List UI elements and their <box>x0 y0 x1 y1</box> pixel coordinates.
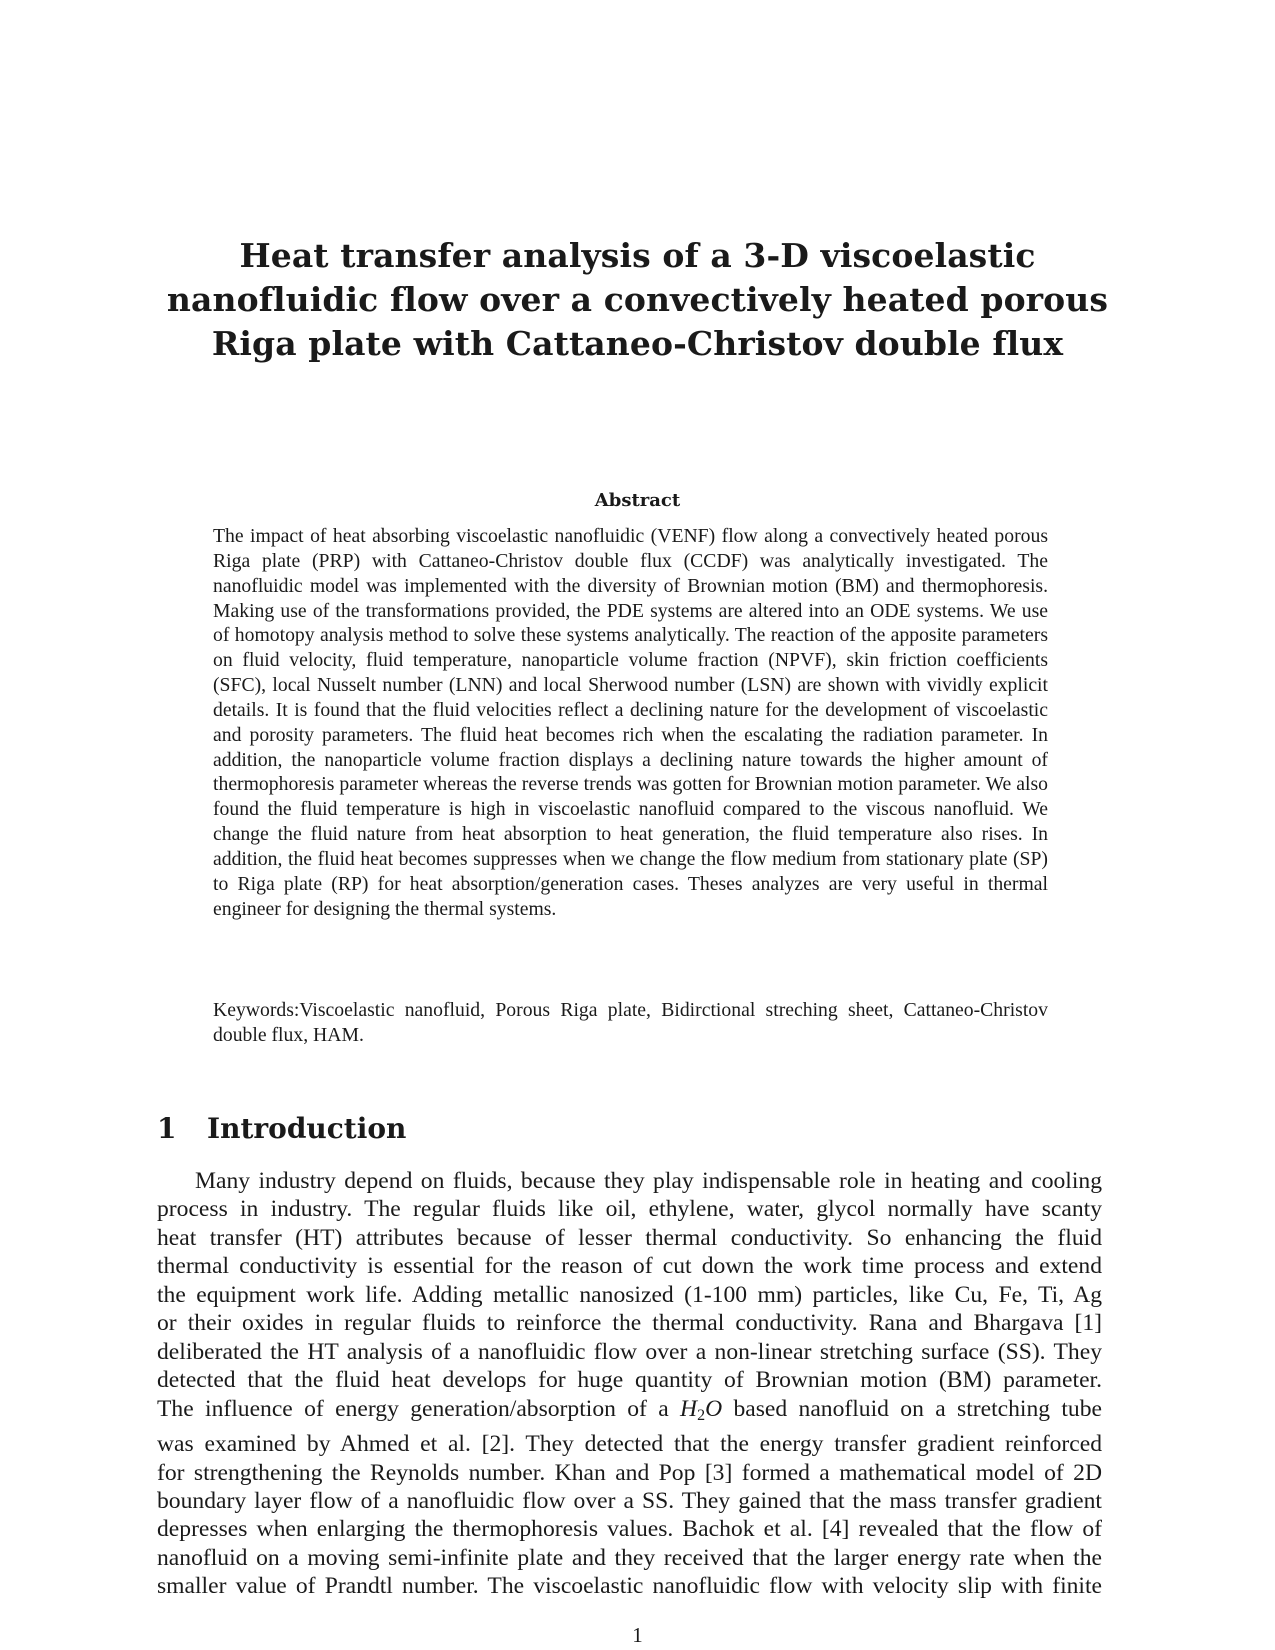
keywords: Keywords:Viscoelastic nanofluid, Porous Riga plate, Bidirctional streching sheet, Cattaneo-Christov double flux, HAM. <box>213 999 1048 1046</box>
section-heading <box>157 1111 1057 1147</box>
paragraph-line: smaller value of Prandtl number. The viscoelastic nanofluidic flow with velocity slip with finite <box>157 1573 1102 1600</box>
title-line: Riga plate with Cattaneo-Christov double flux <box>211 324 1064 363</box>
paper-title <box>150 234 1125 366</box>
math-symbol: H <box>680 1395 698 1422</box>
math-symbol-tail: O <box>705 1395 723 1422</box>
abstract-heading: Abstract <box>594 490 681 511</box>
section-title: Introduction <box>207 1112 407 1145</box>
paragraph-line: or their oxides in regular fluids to reinforce the thermal conductivity. Rana and Bhargava [1] <box>157 1310 1102 1337</box>
section-number: 1 <box>157 1112 177 1145</box>
abstract-text: The impact of heat absorbing viscoelastic nanofluidic (VENF) flow along a convectively heated porous Riga plate (PRP) with Cattaneo-Christov double flux (CCDF) was analytically investigated. The nanofluidic model was implemented with the diversity of Brownian motion (BM) and thermophoresis. Making use of the transformations provided, the PDE systems are altered into an ODE systems. We use of homotopy analysis method to solve these systems analytically. The reaction of the apposite parameters on fluid velocity, fluid temperature, nanoparticle volume fraction (NPVF), skin friction coefficients (SFC), local Nusselt number (LNN) and local Sherwood number (LSN) are shown with vividly explicit details. It is found that the fluid velocities reflect a declining nature for the development of viscoelastic and porosity parameters. The fluid heat becomes rich when the escalating the radiation parameter. In addition, the nanoparticle volume fraction displays a declining nature towards the higher amount of thermophoresis parameter whereas the reverse trends was gotten for Brownian motion parameter. We also found the fluid temperature is high in viscoelastic nanofluid compared to the viscous nanofluid. We change the fluid nature from heat absorption to heat generation, the fluid temperature also rises. In addition, the fluid heat becomes suppresses when we change the flow medium from stationary plate (SP) to Riga plate (RP) for heat absorption/generation cases. Theses analyzes are very useful in thermal engineer for designing the thermal systems. <box>213 525 1048 920</box>
paragraph-line: deliberated the HT analysis of a nanofluidic flow over a non-linear stretching surface (SS). They <box>157 1338 1102 1365</box>
title-line: Heat transfer analysis of a 3-D viscoelastic <box>239 236 1036 275</box>
title-line: nanofluidic flow over a convectively heated porous <box>166 280 1109 319</box>
math-formula <box>680 1396 722 1422</box>
introduction-text <box>157 1167 1102 1601</box>
paragraph-line: nanofluid on a moving semi-infinite plate and they received that the larger energy rate when the <box>157 1544 1102 1571</box>
line-text: based nanofluid on a stretching tube <box>733 1395 1102 1422</box>
math-subscript: 2 <box>697 1406 706 1424</box>
paragraph-line: Many industry depend on fluids, because they play indispensable role in heating and cooling <box>195 1168 1102 1194</box>
paragraph-line: detected that the fluid heat develops for huge quantity of Brownian motion (BM) parameter. <box>157 1367 1102 1394</box>
paragraph-line: depresses when enlarging the thermophoresis values. Bachok et al. [4] revealed that the flow of <box>157 1516 1102 1543</box>
paragraph-line: thermal conductivity is essential for the reason of cut down the work time process and extend <box>157 1253 1102 1280</box>
paragraph-line: heat transfer (HT) attributes because of lesser thermal conductivity. So enhancing the fluid <box>157 1224 1102 1251</box>
paragraph-line: boundary layer flow of a nanofluidic flow over a SS. They gained that the mass transfer gradient <box>157 1487 1102 1514</box>
paragraph-line <box>157 1395 1102 1430</box>
paragraph-line: was examined by Ahmed et al. [2]. They detected that the energy transfer gradient reinforced <box>157 1431 1102 1458</box>
paragraph-line: process in industry. The regular fluids like oil, ethylene, water, glycol normally have scanty <box>157 1196 1102 1223</box>
line-text: The influence of energy generation/absorption of a <box>157 1395 669 1422</box>
page-number: 1 <box>632 1623 643 1647</box>
paragraph-line: the equipment work life. Adding metallic nanosized (1-100 mm) particles, like Cu, Fe, Ti, Ag <box>157 1281 1102 1308</box>
paragraph-line: for strengthening the Reynolds number. Khan and Pop [3] formed a mathematical model of 2D <box>157 1459 1102 1486</box>
